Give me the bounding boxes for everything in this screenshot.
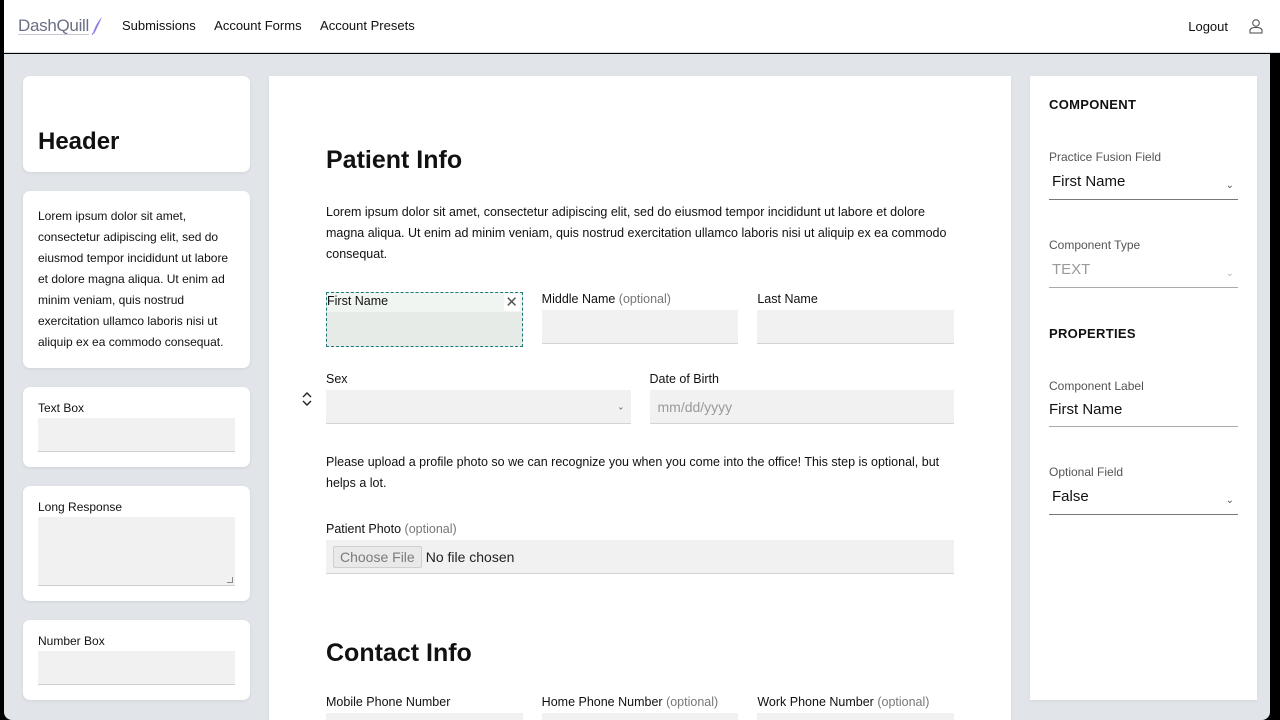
palette-number-box-label: Number Box <box>38 634 105 648</box>
resize-grip-icon <box>227 577 233 583</box>
workspace <box>4 54 1270 720</box>
component-type-label: Component Type <box>1049 238 1141 252</box>
component-type-value: TEXT <box>1052 261 1091 278</box>
pf-field-label: Practice Fusion Field <box>1049 150 1162 164</box>
optional-field-label: Optional Field <box>1049 465 1124 479</box>
palette-text-box-preview <box>38 418 235 452</box>
work-phone-input[interactable] <box>757 713 954 720</box>
nav-account-presets[interactable]: Account Presets <box>320 18 415 33</box>
close-icon[interactable]: ✕ <box>505 294 518 311</box>
chevron-down-icon: ⌄ <box>616 401 625 411</box>
nav-account-forms[interactable]: Account Forms <box>214 18 302 33</box>
quill-icon <box>91 16 103 36</box>
component-heading: COMPONENT <box>1049 97 1137 112</box>
mobile-phone-field[interactable] <box>326 695 523 720</box>
first-name-label: First Name <box>327 293 522 312</box>
middle-name-field[interactable] <box>542 292 739 347</box>
palette-number-box-preview <box>38 651 235 685</box>
last-name-field[interactable] <box>757 292 954 347</box>
inspector-panel <box>1030 76 1257 700</box>
chevron-down-icon: ⌄ <box>1225 268 1234 279</box>
patient-info-description: Lorem ipsum dolor sit amet, consectetur adipiscing elit, sed do eiusmod tempor incididunt ut labore et dolore magna aliqua. Ut enim ad minim veniam, quis nostrud exercitation ullamco laboris nisi ut aliquip ex ea commodo consequat. <box>326 205 947 261</box>
dob-input[interactable] <box>650 390 955 424</box>
pf-field-group <box>1049 150 1238 200</box>
work-phone-field[interactable] <box>757 695 954 720</box>
mobile-phone-input[interactable] <box>326 713 523 720</box>
palette-paragraph-text: Lorem ipsum dolor sit amet, consectetur adipiscing elit, sed do eiusmod tempor incididunt ut labore et dolore magna aliqua. Ut enim ad minim veniam, quis nostrud exercitation ullamco laboris nisi ut aliquip ex ea commodo consequat. <box>38 209 229 349</box>
palette-header-text: Header <box>38 128 120 155</box>
palette-long-response-label: Long Response <box>38 500 123 514</box>
optional-field-value: False <box>1052 488 1089 505</box>
palette-number-box-card[interactable] <box>23 620 250 700</box>
section-title-patient-info: Patient Info <box>326 146 463 174</box>
component-type-group <box>1049 238 1238 288</box>
optional-field-select[interactable] <box>1049 485 1238 515</box>
palette-text-box-card[interactable] <box>23 387 250 467</box>
dob-placeholder: mm/dd/yyyy <box>657 398 733 415</box>
component-type-select[interactable] <box>1049 258 1238 288</box>
home-phone-field[interactable] <box>542 695 739 720</box>
chevron-down-icon: ⌄ <box>1225 180 1234 191</box>
dob-field[interactable] <box>650 372 955 424</box>
section-title-contact-info: Contact Info <box>326 639 472 667</box>
selected-component[interactable] <box>326 292 523 347</box>
palette-header-card[interactable] <box>23 76 250 172</box>
nav-submissions[interactable]: Submissions <box>122 18 196 33</box>
photo-instructions: Please upload a profile photo so we can recognize you when you come into the office! This step is optional, but helps a lot. <box>326 455 940 490</box>
pf-field-value: First Name <box>1052 173 1126 190</box>
logout-link[interactable]: Logout <box>1188 18 1228 34</box>
middle-name-input[interactable] <box>542 310 739 344</box>
palette-long-response-preview <box>38 517 235 586</box>
palette-paragraph-card[interactable] <box>23 191 250 368</box>
patient-photo-field[interactable] <box>326 522 954 574</box>
last-name-label: Last Name <box>757 292 818 306</box>
work-phone-label: Work Phone Number (optional) <box>757 695 930 709</box>
palette-long-response-card[interactable] <box>23 486 250 601</box>
logo-text: DashQuill <box>18 16 89 35</box>
mobile-phone-label: Mobile Phone Number <box>326 695 451 709</box>
first-name-field-selected[interactable] <box>326 292 523 347</box>
patient-photo-label: Patient Photo (optional) <box>326 522 457 536</box>
dob-label: Date of Birth <box>649 372 719 386</box>
palette-text-box-label: Text Box <box>38 401 85 415</box>
top-nav-bar <box>4 0 1280 53</box>
pf-field-select[interactable] <box>1049 170 1238 200</box>
patient-photo-file-input[interactable] <box>326 540 954 574</box>
user-icon[interactable] <box>1248 18 1264 34</box>
file-status: No file chosen <box>425 548 515 565</box>
sex-field[interactable] <box>326 372 631 424</box>
properties-heading: PROPERTIES <box>1049 326 1136 341</box>
component-label-label: Component Label <box>1049 379 1144 393</box>
form-canvas <box>269 76 1011 720</box>
component-label-group <box>1049 379 1238 427</box>
home-phone-label: Home Phone Number (optional) <box>541 695 719 709</box>
chevron-down-icon: ⌄ <box>1225 495 1234 506</box>
last-name-input[interactable] <box>757 310 954 344</box>
logo[interactable] <box>18 16 103 36</box>
middle-name-label: Middle Name (optional) <box>541 292 671 306</box>
main-nav <box>117 17 424 35</box>
component-palette <box>23 76 250 719</box>
home-phone-input[interactable] <box>542 713 739 720</box>
sex-select[interactable] <box>326 390 631 424</box>
component-label-input[interactable]: First Name <box>1049 399 1238 427</box>
choose-file-button[interactable]: Choose File <box>333 546 422 568</box>
reorder-handle-icon[interactable] <box>302 390 312 408</box>
sex-label: Sex <box>326 372 348 386</box>
optional-field-group <box>1049 465 1238 515</box>
